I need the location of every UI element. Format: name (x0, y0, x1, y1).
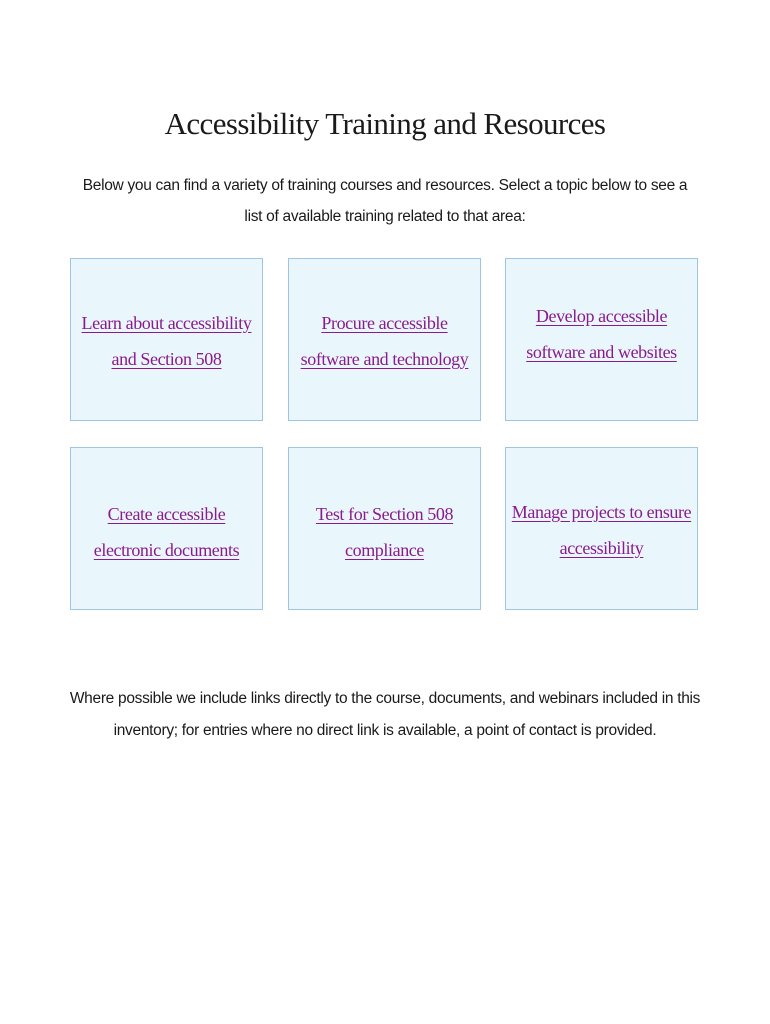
topic-tile-test (288, 447, 481, 610)
topic-tile-learn (70, 258, 263, 421)
page-title: Accessibility Training and Resources (164, 106, 606, 141)
topic-tile-manage (505, 447, 698, 610)
topic-link-create-documents[interactable]: Create accessible electronic documents (93, 503, 240, 560)
topic-link-develop[interactable]: Develop accessible software and websites (526, 305, 677, 362)
topic-link-learn[interactable]: Learn about accessibility and Section 508 (81, 312, 252, 369)
intro-text: Below you can find a variety of training courses and resources. Select a topic below to see a list of available training related to that area: (82, 177, 688, 225)
topic-link-procure[interactable]: Procure accessible software and technology (300, 312, 469, 369)
footer-note: Where possible we include links directly to the course, documents, and webinars included in this inventory; for entries where no direct link is available, a point of contact is provided. (69, 690, 701, 739)
topic-tile-procure (288, 258, 481, 421)
topic-tile-create-documents (70, 447, 263, 610)
topic-link-manage[interactable]: Manage projects to ensure accessibility (511, 501, 692, 558)
topic-link-test[interactable]: Test for Section 508 compliance (315, 503, 454, 560)
topic-tile-develop (505, 258, 698, 421)
